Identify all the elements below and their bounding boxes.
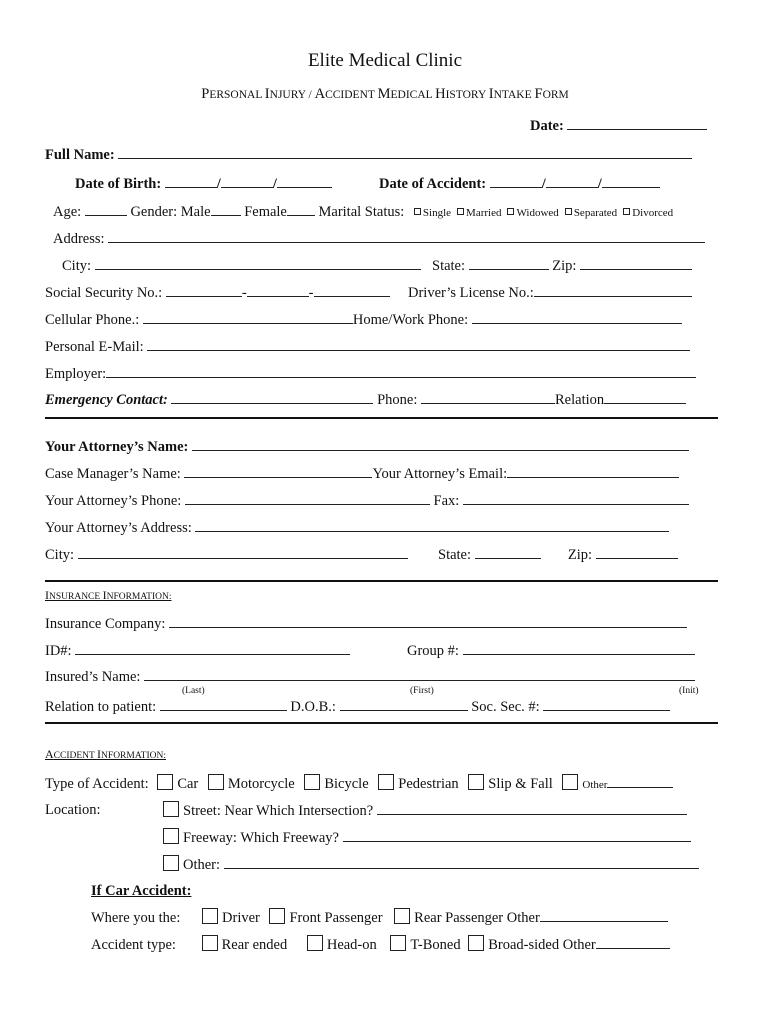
full-name-field[interactable] [118, 145, 692, 159]
insured-dob-label: D.O.B.: [290, 699, 336, 715]
t-boned-label: T-Boned [410, 937, 461, 953]
attorney-zip-field[interactable] [596, 545, 678, 559]
form-title: PERSONAL INJURY / ACCIDENT MEDICAL HISTORY INTAKE FORM [201, 86, 569, 102]
doa-month-field[interactable] [490, 174, 542, 188]
insurance-id-field[interactable] [75, 641, 350, 655]
employer-label: Employer: [45, 366, 107, 382]
location-label: Location: [45, 802, 101, 818]
full-name-row [45, 145, 692, 164]
insurance-company-field[interactable] [169, 614, 687, 628]
employer-row [45, 364, 696, 383]
attorney-name-label: Your Attorney’s Name: [45, 439, 189, 455]
marital-married-label: Married [466, 207, 502, 219]
t-boned-checkbox[interactable] [390, 935, 406, 951]
case-manager-label: Case Manager’s Name: [45, 466, 181, 482]
address-label: Address: [53, 231, 105, 247]
slip-fall-checkbox[interactable] [468, 774, 484, 790]
other-type-label: Other [582, 779, 608, 791]
attorney-name-field[interactable] [192, 437, 689, 451]
driver-checkbox[interactable] [202, 908, 218, 924]
marital-separated-label: Separated [573, 207, 618, 219]
collision-other-field[interactable] [596, 935, 670, 949]
gender-female-field[interactable] [287, 202, 315, 216]
attorney-phone-field[interactable] [185, 491, 430, 505]
attorney-phone-row [45, 491, 689, 510]
emergency-contact-field[interactable] [171, 390, 373, 404]
gender-male-label: Gender: Male [130, 204, 211, 220]
rear-ended-checkbox[interactable] [202, 935, 218, 951]
pedestrian-label: Pedestrian [398, 776, 459, 792]
bicycle-label: Bicycle [324, 776, 369, 792]
freeway-field[interactable] [343, 828, 691, 842]
gender-female-label: Female [244, 204, 287, 220]
street-checkbox[interactable] [163, 801, 179, 817]
insured-ssn-label: Soc. Sec. #: [471, 699, 540, 715]
relation-row [45, 697, 670, 716]
attorney-address-label: Your Attorney’s Address: [45, 520, 192, 536]
insured-first-hint: (First) [410, 686, 434, 696]
attorney-address-field[interactable] [195, 518, 669, 532]
other-location-field[interactable] [224, 855, 699, 869]
attorney-city-row [45, 545, 408, 564]
driver-label: Driver [222, 910, 260, 926]
email-row [45, 337, 690, 356]
dob-month-field[interactable] [165, 174, 217, 188]
attorney-email-label: Your Attorney’s Email: [372, 466, 508, 482]
head-on-label: Head-on [326, 937, 377, 953]
other-type-field[interactable] [607, 774, 673, 788]
broad-sided-checkbox[interactable] [468, 935, 484, 951]
street-field[interactable] [377, 801, 687, 815]
collision-type-row [91, 935, 670, 954]
where-label: Where you the: [91, 910, 181, 926]
other-type-checkbox[interactable] [562, 774, 578, 790]
insured-name-label: Insured’s Name: [45, 669, 141, 685]
email-label: Personal E-Mail: [45, 339, 144, 355]
address-field[interactable] [108, 229, 705, 243]
where-other-label: Other [506, 910, 540, 926]
dob-day-field[interactable] [221, 174, 273, 188]
collision-type-label: Accident type: [91, 937, 176, 953]
zip-label: Zip: [552, 258, 577, 274]
attorney-city-field[interactable] [78, 545, 408, 559]
marital-divorced-label: Divorced [632, 207, 674, 219]
attorney-phone-label: Your Attorney’s Phone: [45, 493, 182, 509]
section-divider [45, 417, 718, 419]
insured-last-hint: (Last) [182, 686, 205, 696]
collision-other-label: Other [562, 937, 596, 953]
insured-init-hint: (Init) [679, 686, 699, 696]
state-field[interactable] [469, 256, 549, 270]
doa-label: Date of Accident: [379, 176, 487, 192]
freeway-row [163, 828, 691, 847]
emergency-contact-label: Emergency Contact: [45, 392, 168, 408]
case-manager-field[interactable] [184, 464, 372, 478]
emergency-relation-label: Relation [555, 392, 605, 408]
other-location-label: Other: [183, 857, 221, 873]
street-label: Street: Near Which Intersection? [183, 803, 374, 819]
bicycle-checkbox[interactable] [304, 774, 320, 790]
pedestrian-checkbox[interactable] [378, 774, 394, 790]
marital-married-checkbox[interactable] [457, 208, 464, 215]
other-location-checkbox[interactable] [163, 855, 179, 871]
accident-type-row [45, 774, 673, 794]
freeway-label: Freeway: Which Freeway? [183, 830, 339, 846]
insurance-id-label: ID#: [45, 643, 72, 659]
age-label: Age: [53, 204, 82, 220]
marital-status-label: Marital Status: [318, 204, 405, 220]
phones-row [45, 310, 682, 329]
city-label: City: [62, 258, 92, 274]
slip-fall-label: Slip & Fall [488, 776, 553, 792]
city-field[interactable] [95, 256, 421, 270]
marital-widowed-label: Widowed [516, 207, 559, 219]
motorcycle-label: Motorcycle [227, 776, 295, 792]
date-field[interactable] [567, 116, 707, 130]
state-zip-row [432, 256, 692, 275]
clinic-name: Elite Medical Clinic [307, 50, 463, 71]
city-row [62, 256, 421, 275]
emergency-row [45, 390, 686, 409]
attorney-name-row [45, 437, 689, 456]
ssn-part3-field[interactable] [314, 283, 390, 297]
where-other-field[interactable] [540, 908, 668, 922]
email-field[interactable] [147, 337, 690, 351]
freeway-checkbox[interactable] [163, 828, 179, 844]
rear-passenger-checkbox[interactable] [394, 908, 410, 924]
doa-row: Date of Accident: / / [379, 174, 660, 193]
marital-divorced-checkbox[interactable] [623, 208, 630, 215]
insurance-heading: INSURANCE INFORMATION: [45, 588, 172, 602]
doa-day-field[interactable] [546, 174, 598, 188]
insured-name-row [45, 667, 695, 686]
ssn-label: Social Security No.: [45, 285, 163, 301]
car-checkbox[interactable] [157, 774, 173, 790]
marital-separated-checkbox[interactable] [565, 208, 572, 215]
attorney-email-field[interactable] [507, 464, 679, 478]
insurance-id-row [45, 641, 350, 660]
where-row [91, 908, 668, 927]
attorney-address-row [45, 518, 669, 537]
emergency-relation-field[interactable] [604, 390, 686, 404]
insured-ssn-field[interactable] [543, 697, 670, 711]
rear-ended-label: Rear ended [221, 937, 288, 953]
dob-row: Date of Birth: / / [75, 174, 332, 193]
age-gender-row [53, 202, 673, 222]
dob-label: Date of Birth: [75, 176, 162, 192]
age-field[interactable] [85, 202, 127, 216]
drivers-license-label: Driver’s License No.: [408, 285, 534, 301]
insurance-company-label: Insurance Company: [45, 616, 166, 632]
cell-phone-field[interactable] [143, 310, 353, 324]
employer-field[interactable] [106, 364, 696, 378]
attorney-city-label: City: [45, 547, 75, 563]
drivers-license-row [408, 283, 692, 302]
state-label: State: [432, 258, 466, 274]
attorney-zip-label: Zip: [567, 547, 593, 563]
broad-sided-label: Broad-sided [488, 937, 560, 953]
zip-field[interactable] [580, 256, 692, 270]
attorney-fax-field[interactable] [463, 491, 689, 505]
relation-label: Relation to patient: [45, 699, 157, 715]
car-label: Car [177, 776, 199, 792]
insurance-company-row [45, 614, 687, 633]
ssn-part1-field[interactable] [166, 283, 242, 297]
insurance-group-row [407, 641, 695, 660]
relation-field[interactable] [160, 697, 287, 711]
head-on-checkbox[interactable] [307, 935, 323, 951]
insured-name-field[interactable] [144, 667, 695, 681]
date-label: Date: [530, 118, 564, 134]
rear-passenger-label: Rear Passenger [414, 910, 504, 926]
car-accident-heading: If Car Accident: [91, 883, 192, 899]
ssn-part2-field[interactable] [247, 283, 309, 297]
street-row [163, 801, 687, 820]
insurance-group-label: Group #: [407, 643, 459, 659]
accident-type-label: Type of Accident: [45, 776, 149, 792]
front-passenger-checkbox[interactable] [269, 908, 285, 924]
other-location-row [163, 855, 699, 874]
gender-male-field[interactable] [211, 202, 241, 216]
home-phone-field[interactable] [472, 310, 682, 324]
attorney-state-label: State: [438, 547, 472, 563]
cell-phone-label: Cellular Phone.: [45, 312, 140, 328]
emergency-phone-label: Phone: [377, 392, 418, 408]
ssn-row: Social Security No.: - - [45, 283, 390, 302]
insurance-group-field[interactable] [463, 641, 695, 655]
marital-widowed-checkbox[interactable] [507, 208, 514, 215]
case-manager-row [45, 464, 679, 483]
marital-single-checkbox[interactable] [414, 208, 421, 215]
attorney-fax-label: Fax: [433, 493, 460, 509]
full-name-label: Full Name: [45, 147, 115, 163]
home-phone-label: Home/Work Phone: [352, 312, 469, 328]
front-passenger-label: Front Passenger [289, 910, 383, 926]
section-divider [45, 580, 718, 582]
attorney-state-zip-row [438, 545, 678, 564]
doa-year-field[interactable] [602, 174, 660, 188]
address-row [53, 229, 705, 248]
insured-dob-field[interactable] [340, 697, 468, 711]
marital-single-label: Single [422, 207, 452, 219]
section-divider [45, 722, 718, 724]
date-row [530, 116, 707, 135]
motorcycle-checkbox[interactable] [208, 774, 224, 790]
accident-heading: ACCIDENT INFORMATION: [45, 747, 166, 761]
drivers-license-field[interactable] [534, 283, 692, 297]
emergency-phone-field[interactable] [421, 390, 555, 404]
dob-year-field[interactable] [277, 174, 332, 188]
attorney-state-field[interactable] [475, 545, 541, 559]
